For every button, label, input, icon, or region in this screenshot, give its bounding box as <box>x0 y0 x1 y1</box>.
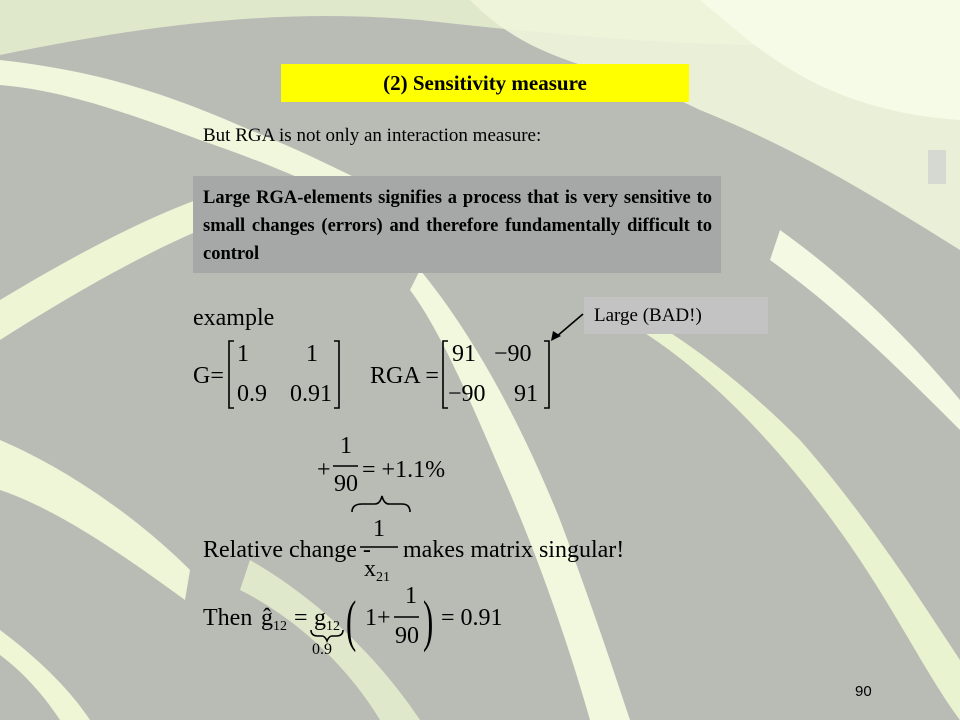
intro-text: But RGA is not only an interaction measure: <box>203 125 542 146</box>
rga-r2c1: −90 <box>448 381 486 407</box>
slide-title: (2) Sensitivity measure <box>281 64 689 102</box>
rel-numerator: 1 <box>340 433 352 459</box>
g-r2c1: 0.9 <box>237 381 267 407</box>
brace-note: 0.9 <box>312 641 332 658</box>
change-numerator: 1 <box>373 516 385 542</box>
rga-r1c1: 91 <box>452 341 476 367</box>
bad-arrow <box>556 314 583 337</box>
makes-singular-text: makes matrix singular! <box>403 537 625 563</box>
rel-denominator: 90 <box>334 471 358 497</box>
callout-text: Large RGA-elements signifies a process that is very sensitive to small changes (errors) and therefore fundamentally difficult to control <box>193 176 721 273</box>
change-den-sub: 21 <box>376 570 390 585</box>
then-denominator: 90 <box>395 623 419 649</box>
rel-result: = +1.1% <box>362 457 446 483</box>
g-hat-sub: 12 <box>273 619 287 634</box>
page-number: 90 <box>855 683 872 700</box>
then-equals: = <box>294 605 308 631</box>
paren-open: ( <box>346 589 357 653</box>
one-plus: 1+ <box>365 605 391 631</box>
example-label: example <box>193 305 275 331</box>
large-bad-callout: Large (BAD!) <box>584 297 768 334</box>
g-r1c2: 1 <box>306 341 318 367</box>
rga-r1c2: −90 <box>494 341 532 367</box>
rga-left-bracket <box>443 341 448 408</box>
then-numerator: 1 <box>405 583 417 609</box>
change-den-var: x <box>364 556 376 582</box>
g-left-bracket <box>229 341 234 408</box>
rga-right-bracket <box>544 341 549 408</box>
rga-r2c2: 91 <box>514 381 538 407</box>
relative-change-text: Relative change - <box>203 537 371 563</box>
bad-arrowhead <box>551 331 561 341</box>
rga-label: RGA = <box>370 363 439 389</box>
g12-var: g <box>314 605 326 631</box>
g-right-bracket <box>334 341 339 408</box>
g-r1c1: 1 <box>237 341 249 367</box>
g-hat-var: ĝ <box>261 605 273 631</box>
plus-sign: + <box>317 457 331 483</box>
top-brace <box>352 496 410 512</box>
g12-sub: 12 <box>326 619 340 634</box>
then-label: Then <box>203 605 253 631</box>
g-r2c2: 0.91 <box>290 381 332 407</box>
g-label: G= <box>193 363 224 389</box>
then-result: = 0.91 <box>441 605 503 631</box>
paren-close: ) <box>423 589 434 653</box>
bottom-brace <box>311 630 343 641</box>
